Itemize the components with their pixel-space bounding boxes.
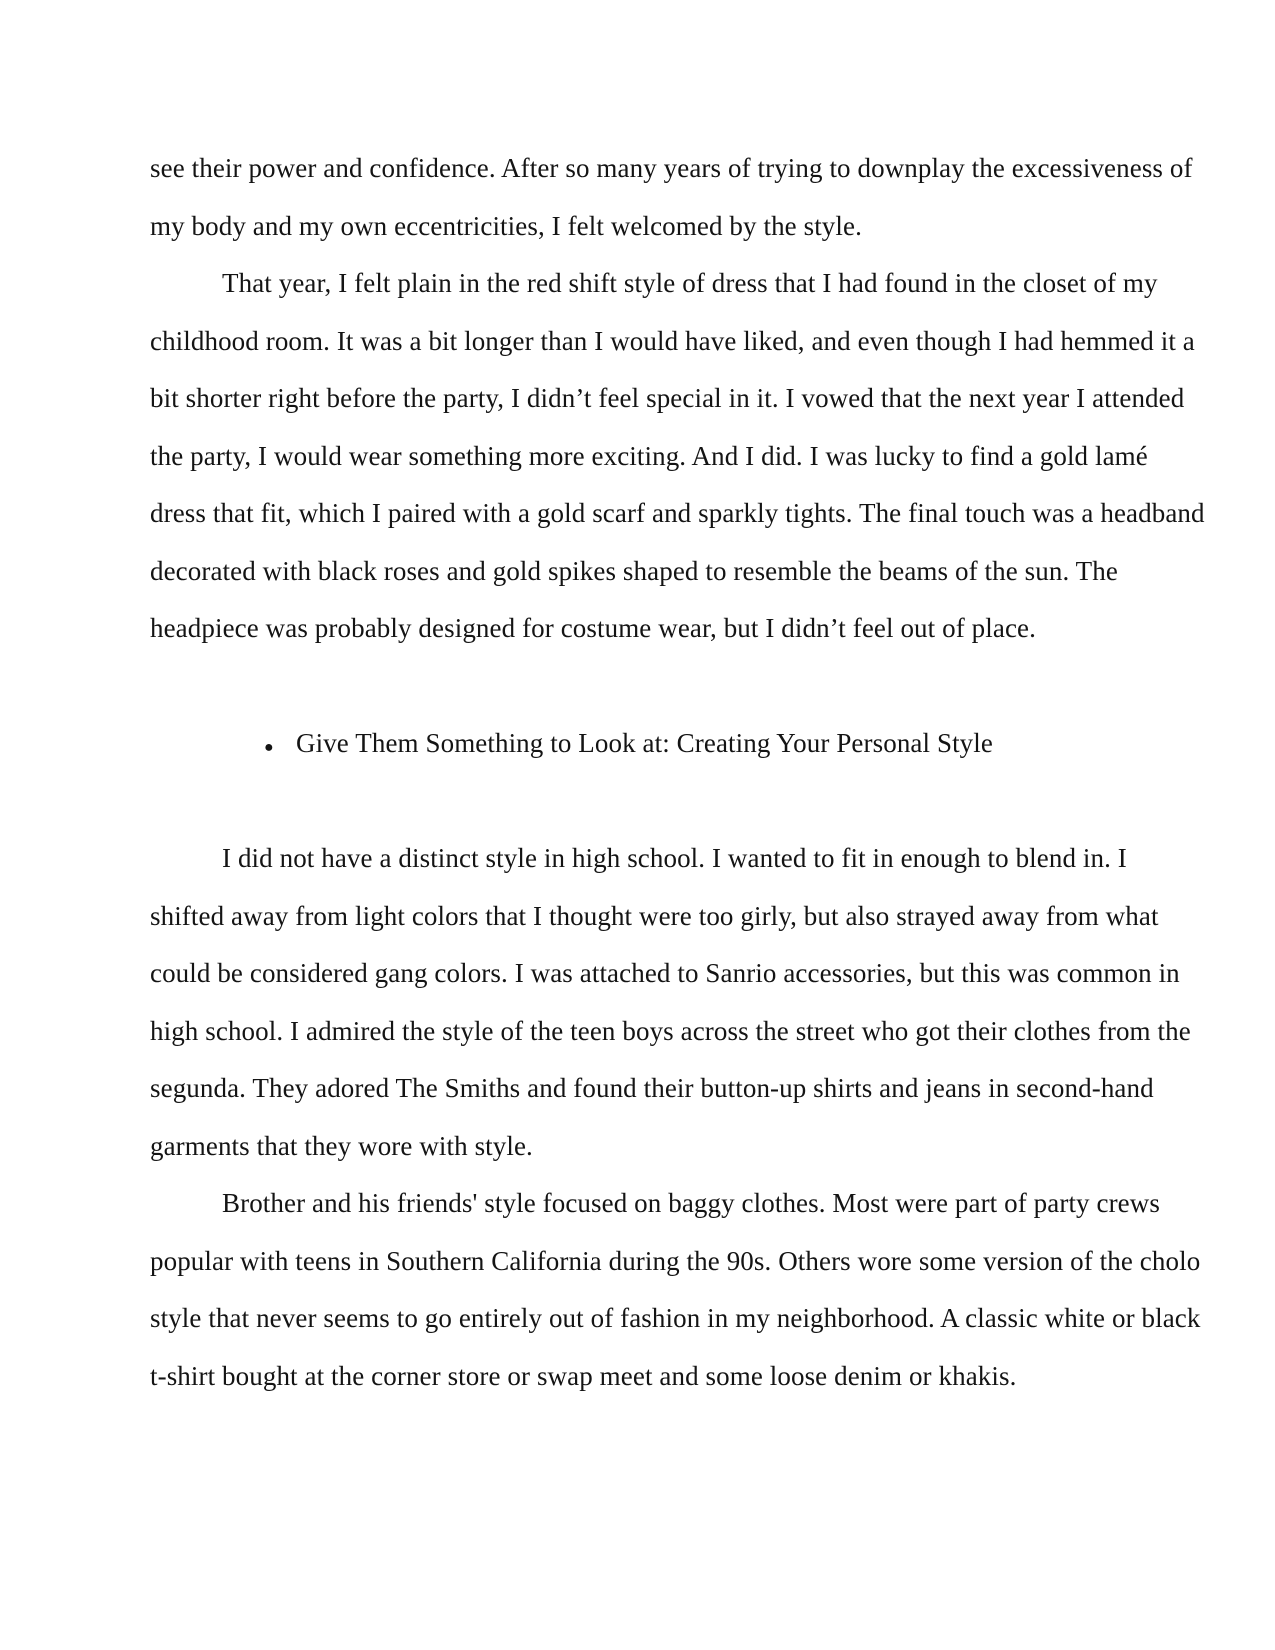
paragraph	[150, 1175, 1201, 1405]
text-line: see their power and confidence. After so many years of trying to downplay the excessiveness of	[150, 153, 1193, 183]
text-line: shifted away from light colors that I thought were too girly, but also strayed away from what	[150, 900, 1159, 931]
text-line: childhood room. It was a bit longer than I would have liked, and even though I had hemmed it a	[150, 325, 1195, 356]
text-line: t-shirt bought at the corner store or swap meet and some loose denim or khakis.	[150, 1360, 1017, 1391]
text-line: segunda. They adored The Smiths and found their button-up shirts and jeans in second-hand	[150, 1073, 1154, 1103]
bullet-item-text: Give Them Something to Look at: Creating Your Personal Style	[296, 728, 993, 758]
text-line: That year, I felt plain in the red shift style of dress that I had found in the closet of my	[222, 268, 1158, 298]
text-line: my body and my own eccentricities, I felt welcomed by the style.	[150, 210, 862, 241]
text-line: decorated with black roses and gold spikes shaped to resemble the beams of the sun. The	[150, 555, 1118, 586]
text-line: I did not have a distinct style in high school. I wanted to fit in enough to blend in. I	[222, 843, 1127, 873]
text-line: could be considered gang colors. I was attached to Sanrio accessories, but this was common in	[150, 958, 1180, 988]
paragraph	[150, 830, 1191, 1175]
text-line: dress that fit, which I paired with a gold scarf and sparkly tights. The final touch was a headband	[150, 498, 1205, 528]
blank-line	[150, 658, 1140, 716]
text-line: the party, I would wear something more exciting. And I did. I was lucky to find a gold lamé	[150, 440, 1148, 471]
text-line: garments that they wore with style.	[150, 1130, 533, 1161]
text-line: popular with teens in Southern California during the 90s. Others wore some version of the cholo	[150, 1245, 1201, 1276]
paragraph	[150, 140, 1193, 255]
bullet-icon: ●	[264, 739, 274, 756]
blank-line	[150, 773, 1140, 831]
paragraph	[150, 255, 1205, 658]
page-content	[150, 140, 1205, 1405]
text-line: high school. I admired the style of the teen boys across the street who got their clothes from the	[150, 1015, 1191, 1046]
text-line: Brother and his friends' style focused on baggy clothes. Most were part of party crews	[222, 1188, 1160, 1218]
text-line: headpiece was probably designed for costume wear, but I didn’t feel out of place.	[150, 613, 1036, 643]
text-line: style that never seems to go entirely out of fashion in my neighborhood. A classic white or black	[150, 1303, 1201, 1333]
bullet-list-item	[150, 715, 1140, 773]
text-line: bit shorter right before the party, I didn’t feel special in it. I vowed that the next year I attended	[150, 383, 1185, 413]
